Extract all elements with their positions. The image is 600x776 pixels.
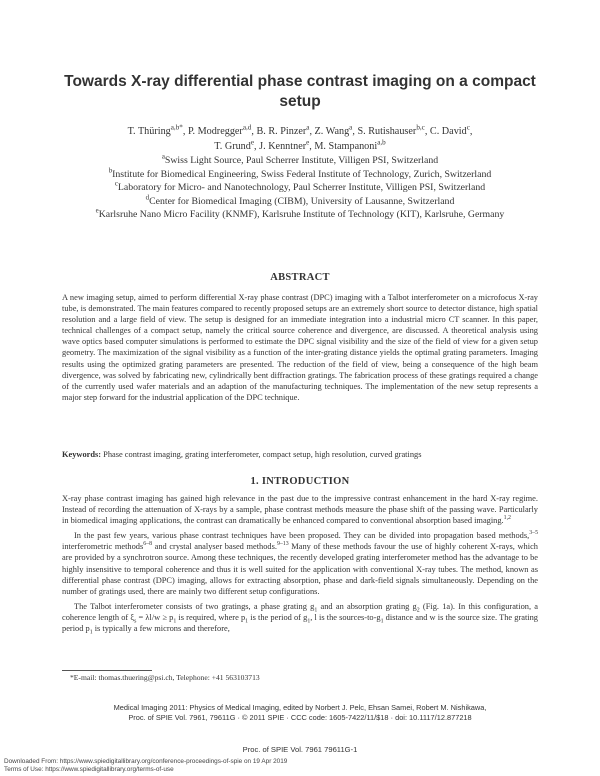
- author-line: T. Thüring$^{a,b*}$, P. Modregger$^{a,d}$, B. R. Pinzer$^a$, Z. Wang$^a$, S. Rutishauser$^{b,c}$, C. David$^c$,: [127, 123, 473, 137]
- abstract-text: A new imaging setup, aimed to perform differential X-ray phase contrast (DPC) imaging with a Talbot interferometer on a microfocus X-ray tube, is demonstrated. The main features compared to recently proposed setups are an extremely short source to detector distance, high spatial resolution and a large field of view. The setup is designed for an immediate integration into a industrial micro CT scanner. In this paper, technical challenges of a compact setup, namely the critical source coherence and divergence, are discussed. A theoretical analysis using wave optics based computer simulations is performed to estimate the DPC signal visibility and the size of the field of view for a given setup geometry. The maximization of the signal visibility as a function of the inter-grating distance yields the optimal grating parameters. Imaging results using the optimized grating parameters are presented. The reduction of the field of view, being a consequence of the high beam divergence, was solved by fabricating new, cylindrically bent diffraction gratings. The fabrication process of these gratings required a change of the currently used wafer materials and an adaption of the manufacturing techniques. The implementation of the new setup represents a major step forward for the industrial application of the DPC technique.: [62, 293, 538, 402]
- intro-body: [62, 493, 538, 634]
- intro-paragraph-2: In the past few years, various phase contrast techniques have been proposed. They can be divided into propagation based methods,$^{3-5}$ interferometric methods$^{6-8}$ and crystal analyser based methods.$^{9-13}$ Many of these methods favour the use of highly coherent X-rays, which are provided by a synchrotron source. Among these techniques, the recently developed grating interferometer method has the advantage to be highly insensitive to temporal coherence and thus it is well suited for the application with conventional X-ray tubes. The method, known as differential phase contrast (DPC) imaging, allows for extracting absorption, phase and dark-field signals simultaneously. Depending on the number of gratings used, there are mainly two different setup configurations.: [62, 530, 538, 596]
- pub-line: Medical Imaging 2011: Physics of Medical Imaging, edited by Norbert J. Pelc, Ehsan Samei, Robert M. Nishikawa,: [113, 703, 487, 712]
- affiliation-list: [60, 154, 540, 222]
- pub-line: Proc. of SPIE Vol. 7961, 79611G · © 2011 SPIE · CCC code: 1605-7422/11/$18 · doi: 10.1117/12.877218: [128, 712, 472, 722]
- affiliation-c: $^c$Laboratory for Micro- and Nanotechnology, Paul Scherrer Institute, Villigen PSI, Switzerland: [114, 180, 486, 194]
- publication-info: [60, 703, 540, 722]
- intro-heading: 1. INTRODUCTION: [250, 476, 350, 487]
- author-line: T. Grund$^e$, J. Kenntner$^e$, M. Stampanoni$^{a,b}$: [214, 138, 386, 152]
- affiliation-e: $^e$Karlsruhe Nano Micro Facility (KNMF), Karlsruhe Institute of Technology (KIT), Karlsruhe, Germany: [95, 208, 505, 221]
- abstract-heading: ABSTRACT: [270, 272, 330, 283]
- intro-paragraph-1: X-ray phase contrast imaging has gained high relevance in the past due to the impressive contrast enhancement in the hard X-ray regime. Instead of recording the attenuation of X-rays by a sample, phase contrast methods measure the phase shift of the passing wave. Particularly in biomedical imaging applications, the contrast can dramatically be enhanced compared to conventional absorption based imaging.$^{1,2}$: [62, 494, 538, 526]
- author-list: [50, 124, 550, 154]
- keywords-list: Phase contrast imaging, grating interferometer, compact setup, high resolution, curved gratings: [103, 450, 422, 459]
- keywords-label: Keywords:: [62, 450, 102, 459]
- paper-title: Towards X-ray differential phase contrast imaging on a compact setup: [64, 73, 536, 110]
- page-number: Proc. of SPIE Vol. 7961 79611G-1: [242, 745, 358, 754]
- footnote: *E-mail: thomas.thuering@psi.ch, Telephone: +41 563103713: [70, 673, 260, 682]
- keywords: [62, 449, 538, 460]
- footnote-rule: [62, 670, 152, 671]
- affiliation-b: $^b$Institute for Biomedical Engineering, Swiss Federal Institute of Technology, Zurich, Switzerland: [108, 167, 492, 180]
- affiliation-d: $^d$Center for Biomedical Imaging (CIBM), University of Lausanne, Switzerland: [145, 194, 455, 207]
- intro-paragraph-3: The Talbot interferometer consists of two gratings, a phase grating $g_1$ and an absorption grating $g_2$ (Fig. 1a). In this configuration, a coherence length of $\xi_s = \lambda l/w \ge p_1$ is required, where $p_1$ is the period of $g_1$, l is the sources-$to-g_1$ distance and w is the source size. The grating period $p_1$ is typically a few microns and therefore,: [62, 601, 538, 636]
- terms-line: Terms of Use: https://www.spiedigitallibrary.org/terms-of-use: [4, 766, 174, 773]
- affiliation-a: $^a$Swiss Light Source, Paul Scherrer Institute, Villigen PSI, Switzerland: [161, 153, 439, 166]
- download-notice: [4, 758, 287, 774]
- download-line: Downloaded From: https://www.spiedigitallibrary.org/conference-proceedings-of-spie on 19 Apr 2019: [4, 758, 288, 765]
